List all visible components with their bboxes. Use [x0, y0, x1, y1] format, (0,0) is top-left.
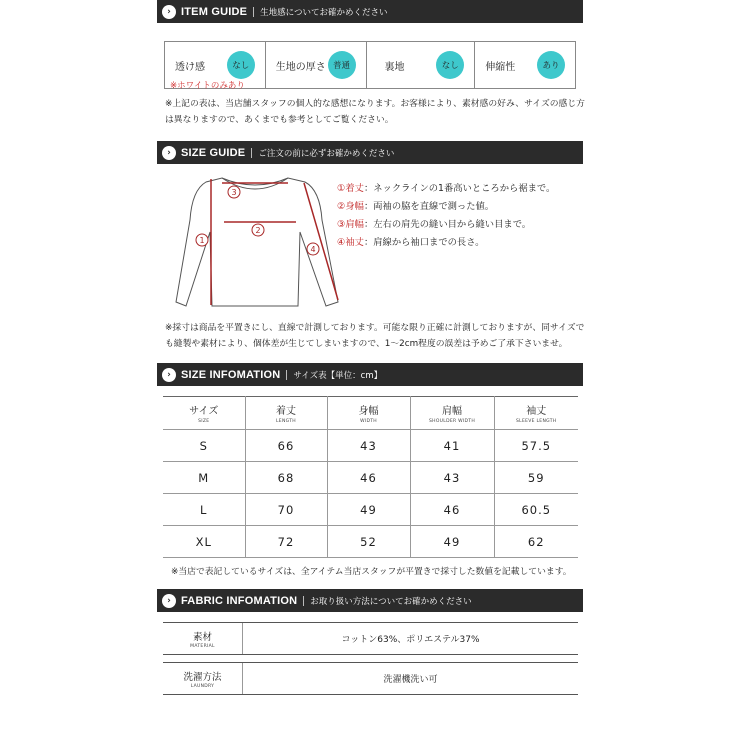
guide-badge: 普通 [328, 51, 356, 79]
size-guide-title: SIZE GUIDE [181, 146, 246, 159]
size-table [163, 396, 578, 558]
chevron-right-icon: › [162, 368, 176, 382]
fabric-value: コットン63%、ポリエステル37% [341, 635, 480, 645]
fabric-value: 洗濯機洗い可 [383, 675, 438, 685]
table-row [163, 494, 578, 526]
size-info-header [157, 363, 583, 386]
fabric-row-material [163, 622, 578, 655]
item-guide-header [157, 0, 583, 23]
guide-badge: あり [537, 51, 565, 79]
measure-num: ④袖丈 [337, 237, 364, 248]
shirt-diagram [170, 170, 345, 315]
table-cell: S [163, 430, 245, 462]
measure-item [337, 216, 555, 234]
divider [303, 596, 304, 606]
size-guide-note [165, 320, 585, 352]
table-row [163, 526, 578, 558]
size-info-note: ※当店で表記しているサイズは、全アイテム当店スタッフが平置きで採寸した数値を記載しています。 [171, 567, 572, 577]
marker-4-label: 4 [310, 245, 316, 254]
table-cell: 68 [245, 462, 327, 494]
table-row [163, 462, 578, 494]
note-line: ※採寸は商品を平置きにし、直線で計測しております。可能な限り正確に計測しておりますが、同サイズで [165, 323, 585, 333]
table-cell: 62 [494, 526, 578, 558]
measure-text: ：肩線から袖口までの長さ。 [363, 237, 485, 248]
chevron-right-icon: › [162, 5, 176, 19]
guide-cell-thickness [266, 42, 367, 88]
item-guide-title: ITEM GUIDE [181, 5, 248, 18]
table-cell: 72 [245, 526, 327, 558]
size-info-title: SIZE INFOMATION [181, 368, 281, 381]
fabric-info-title: FABRIC INFOMATION [181, 594, 298, 607]
table-cell: 66 [245, 430, 327, 462]
measure-item [337, 234, 555, 252]
guide-label: 伸縮性 [485, 61, 516, 73]
measure-text: ：両袖の脇を直線で測った値。 [363, 201, 495, 212]
chevron-right-icon: › [162, 146, 176, 160]
table-cell: XL [163, 526, 245, 558]
guide-label: 裏地 [384, 61, 405, 73]
guide-badge: なし [436, 51, 464, 79]
table-cell: 49 [327, 494, 410, 526]
divider [253, 7, 254, 17]
table-cell: 41 [410, 430, 494, 462]
chevron-right-icon: › [162, 594, 176, 608]
table-cell: 57.5 [494, 430, 578, 462]
measure-list [337, 180, 555, 252]
item-guide-note [165, 96, 585, 128]
guide-cell-lining [367, 42, 476, 88]
item-guide-subtitle: 生地感についてお確かめください [260, 7, 388, 18]
table-cell: 46 [327, 462, 410, 494]
fabric-key-jp: 素材 [192, 631, 212, 643]
fabric-info-header [157, 589, 583, 612]
guide-badge: なし [227, 51, 255, 79]
fabric-row-laundry [163, 662, 578, 695]
measure-item [337, 180, 555, 198]
table-row [163, 430, 578, 462]
note-line: は異なりますので、あくまでも参考としてご覧ください。 [165, 115, 394, 125]
table-cell: 59 [494, 462, 578, 494]
marker-1-label: 1 [199, 236, 205, 245]
size-info-subtitle: サイズ表【単位：cm】 [293, 370, 383, 381]
marker-2-label: 2 [255, 226, 261, 235]
table-cell: 46 [410, 494, 494, 526]
fabric-key [163, 623, 243, 654]
table-cell: M [163, 462, 245, 494]
fabric-key [163, 663, 243, 694]
measure-text: ：ネックラインの1番高いところから裾まで。 [363, 183, 556, 194]
table-cell: 60.5 [494, 494, 578, 526]
table-cell: 49 [410, 526, 494, 558]
fabric-info-subtitle: お取り扱い方法についてお確かめください [310, 596, 472, 607]
fabric-key-en: LAUNDRY [190, 683, 215, 689]
col-size: サイズ SIZE [163, 397, 245, 430]
note-line: ※上記の表は、当店舗スタッフの個人的な感想になります。お客様により、素材感の好み、サイズの感じ方 [165, 99, 585, 109]
size-guide-header [157, 141, 583, 164]
col-sleeve: 袖丈 SLEEVE LENGTH [494, 397, 578, 430]
col-width: 身幅 WIDTH [327, 397, 410, 430]
col-length: 着丈 LENGTH [245, 397, 327, 430]
fabric-key-en: MATERIAL [190, 643, 215, 649]
measure-num: ①着丈 [337, 183, 364, 194]
measure-num: ③肩幅 [337, 219, 364, 230]
table-cell: 70 [245, 494, 327, 526]
table-cell: 43 [327, 430, 410, 462]
measure-text: ：左右の肩先の縫い目から縫い目まで。 [363, 219, 532, 230]
divider [251, 148, 252, 158]
fabric-key-jp: 洗濯方法 [183, 671, 222, 683]
measure-item [337, 198, 555, 216]
guide-cell-stretch [475, 42, 575, 88]
table-cell: 43 [410, 462, 494, 494]
divider [286, 370, 287, 380]
white-only-note: ※ホワイトのみあり [170, 81, 245, 91]
table-cell: 52 [327, 526, 410, 558]
size-guide-subtitle: ご注文の前に必ずお確かめください [258, 148, 395, 159]
marker-3-label: 3 [231, 188, 237, 197]
table-header-row [163, 397, 578, 430]
guide-label: 生地の厚さ [275, 61, 326, 73]
note-line: も縫製や素材により、個体差が生じてしまいますので、1〜2cm程度の誤差は予めご了承下さいませ。 [165, 339, 568, 349]
col-shoulder: 肩幅 SHOULDER WIDTH [410, 397, 494, 430]
measure-num: ②身幅 [337, 201, 364, 212]
table-cell: L [163, 494, 245, 526]
guide-label: 透け感 [175, 61, 205, 73]
